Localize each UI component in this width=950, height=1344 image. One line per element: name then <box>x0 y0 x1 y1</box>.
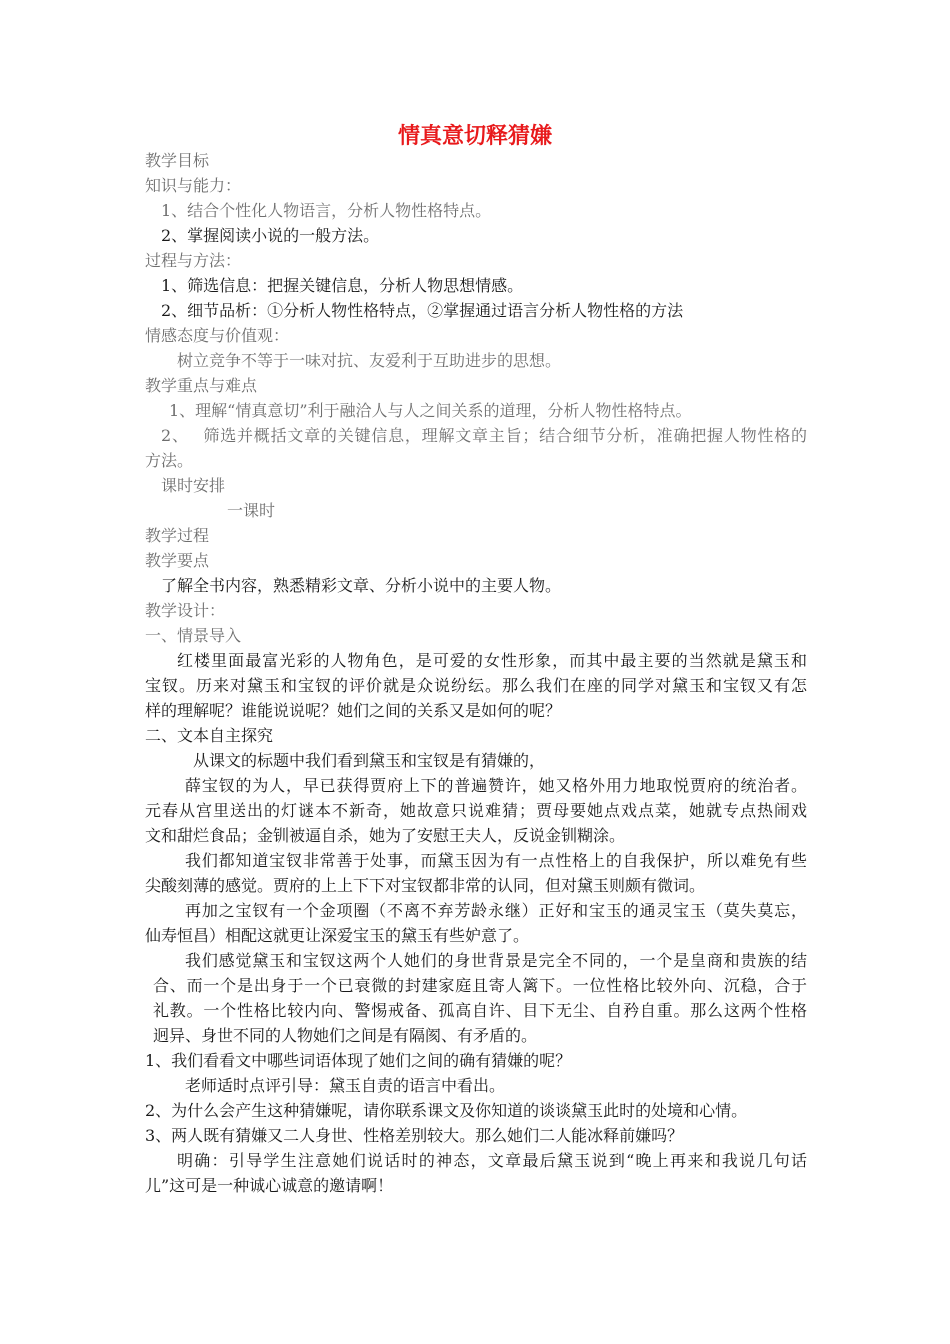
section-heading: 知识与能力： <box>145 176 242 195</box>
text-line: 我们感觉黛玉和宝钗这两个人她们的身世背景是完全不同的，一个是皇商和贵族的结 <box>185 951 807 970</box>
section-heading: 二、文本自主探究 <box>145 726 274 745</box>
text-line: 从课文的标题中我们看到黛玉和宝钗是有猜嫌的， <box>193 751 546 770</box>
text-line: 尖酸刻薄的感觉。贾府的上上下下对宝钗都非常的认同，但对黛玉则颇有微词。 <box>145 876 706 895</box>
text-line: 迥异、身世不同的人物她们之间是有隔阂、有矛盾的。 <box>153 1026 538 1045</box>
section-heading: 情感态度与价值观： <box>145 326 290 345</box>
section-heading: 教学过程 <box>145 526 210 545</box>
text-line: 方法。 <box>145 451 194 470</box>
text-line: 礼教。一个性格比较内向、警惕戒备、孤高自许、目下无尘、自矜自重。那么这两个性格 <box>153 1001 807 1020</box>
text-line: 1、我们看看文中哪些词语体现了她们之间的确有猜嫌的呢？ <box>145 1051 572 1070</box>
text-line: 1、筛选信息：把握关键信息，分析人物思想情感。 <box>161 276 524 295</box>
text-line: 1、理解“情真意切”利于融洽人与人之间关系的道理，分析人物性格特点。 <box>169 401 692 420</box>
section-heading: 教学设计： <box>145 601 226 620</box>
text-line: 1、结合个性化人物语言，分析人物性格特点。 <box>161 201 492 220</box>
text-line: 薛宝钗的为人，早已获得贾府上下的普遍赞许，她又格外用力地取悦贾府的统治者。 <box>185 776 807 795</box>
text-line: 2、为什么会产生这种猜嫌呢，请你联系课文及你知道的谈谈黛玉此时的处境和心情。 <box>145 1101 748 1120</box>
text-line: 我们都知道宝钗非常善于处事，而黛玉因为有一点性格上的自我保护，所以难免有些 <box>185 851 807 870</box>
document-title: 情真意切释猜嫌 <box>397 124 552 149</box>
text-line: 再加之宝钗有一个金项圈（不离不弃芳龄永继）正好和宝玉的通灵宝玉（莫失莫忘， <box>185 901 807 920</box>
text-line: 宝钗。历来对黛玉和宝钗的评价就是众说纷纭。那么我们在座的同学对黛玉和宝钗又有怎 <box>145 676 807 695</box>
section-heading: 教学目标 <box>145 151 210 170</box>
section-heading: 课时安排 <box>161 476 226 495</box>
text-line: 2、 筛选并概括文章的关键信息，理解文章主旨；结合细节分析，准确把握人物性格的 <box>161 426 807 445</box>
text-line: 文和甜烂食品；金钏被逼自杀，她为了安慰王夫人，反说金钏糊涂。 <box>145 826 626 845</box>
text-line: 老师适时点评引导：黛玉自责的语言中看出。 <box>185 1076 506 1095</box>
text-line: 2、细节品析：①分析人物性格特点，②掌握通过语言分析人物性格的方法 <box>161 301 684 320</box>
text-line: 一课时 <box>227 501 276 520</box>
text-line: 元春从宫里送出的灯谜本不新奇，她故意只说难猜；贾母要她点戏点菜，她就专点热闹戏 <box>145 801 807 820</box>
section-heading: 教学重点与难点 <box>145 376 258 395</box>
text-line: 红楼里面最富光彩的人物角色，是可爱的女性形象，而其中最主要的当然就是黛玉和 <box>177 651 807 670</box>
document-body <box>145 148 807 1198</box>
text-line: 树立竞争不等于一味对抗、友爱利于互助进步的思想。 <box>177 351 562 370</box>
text-line: 儿”这可是一种诚心诚意的邀请啊！ <box>145 1176 394 1195</box>
section-heading: 教学要点 <box>145 551 210 570</box>
text-line: 明确：引导学生注意她们说话时的神态，文章最后黛玉说到“晚上再来和我说几句话 <box>177 1151 807 1170</box>
section-heading: 一、情景导入 <box>145 626 242 645</box>
section-heading: 过程与方法： <box>145 251 242 270</box>
text-line: 样的理解呢？谁能说说呢？她们之间的关系又是如何的呢？ <box>145 701 562 720</box>
text-line: 3、两人既有猜嫌又二人身世、性格差别较大。那么她们二人能冰释前嫌吗？ <box>145 1126 684 1145</box>
text-line: 合、而一个是出身于一个已衰微的封建家庭且寄人篱下。一位性格比较外向、沉稳，合于 <box>153 976 807 995</box>
text-line: 仙寿恒昌）相配这就更让深爱宝玉的黛玉有些妒意了。 <box>145 926 530 945</box>
text-line: 2、掌握阅读小说的一般方法。 <box>161 226 380 245</box>
text-line: 了解全书内容，熟悉精彩文章、分析小说中的主要人物。 <box>161 576 562 595</box>
